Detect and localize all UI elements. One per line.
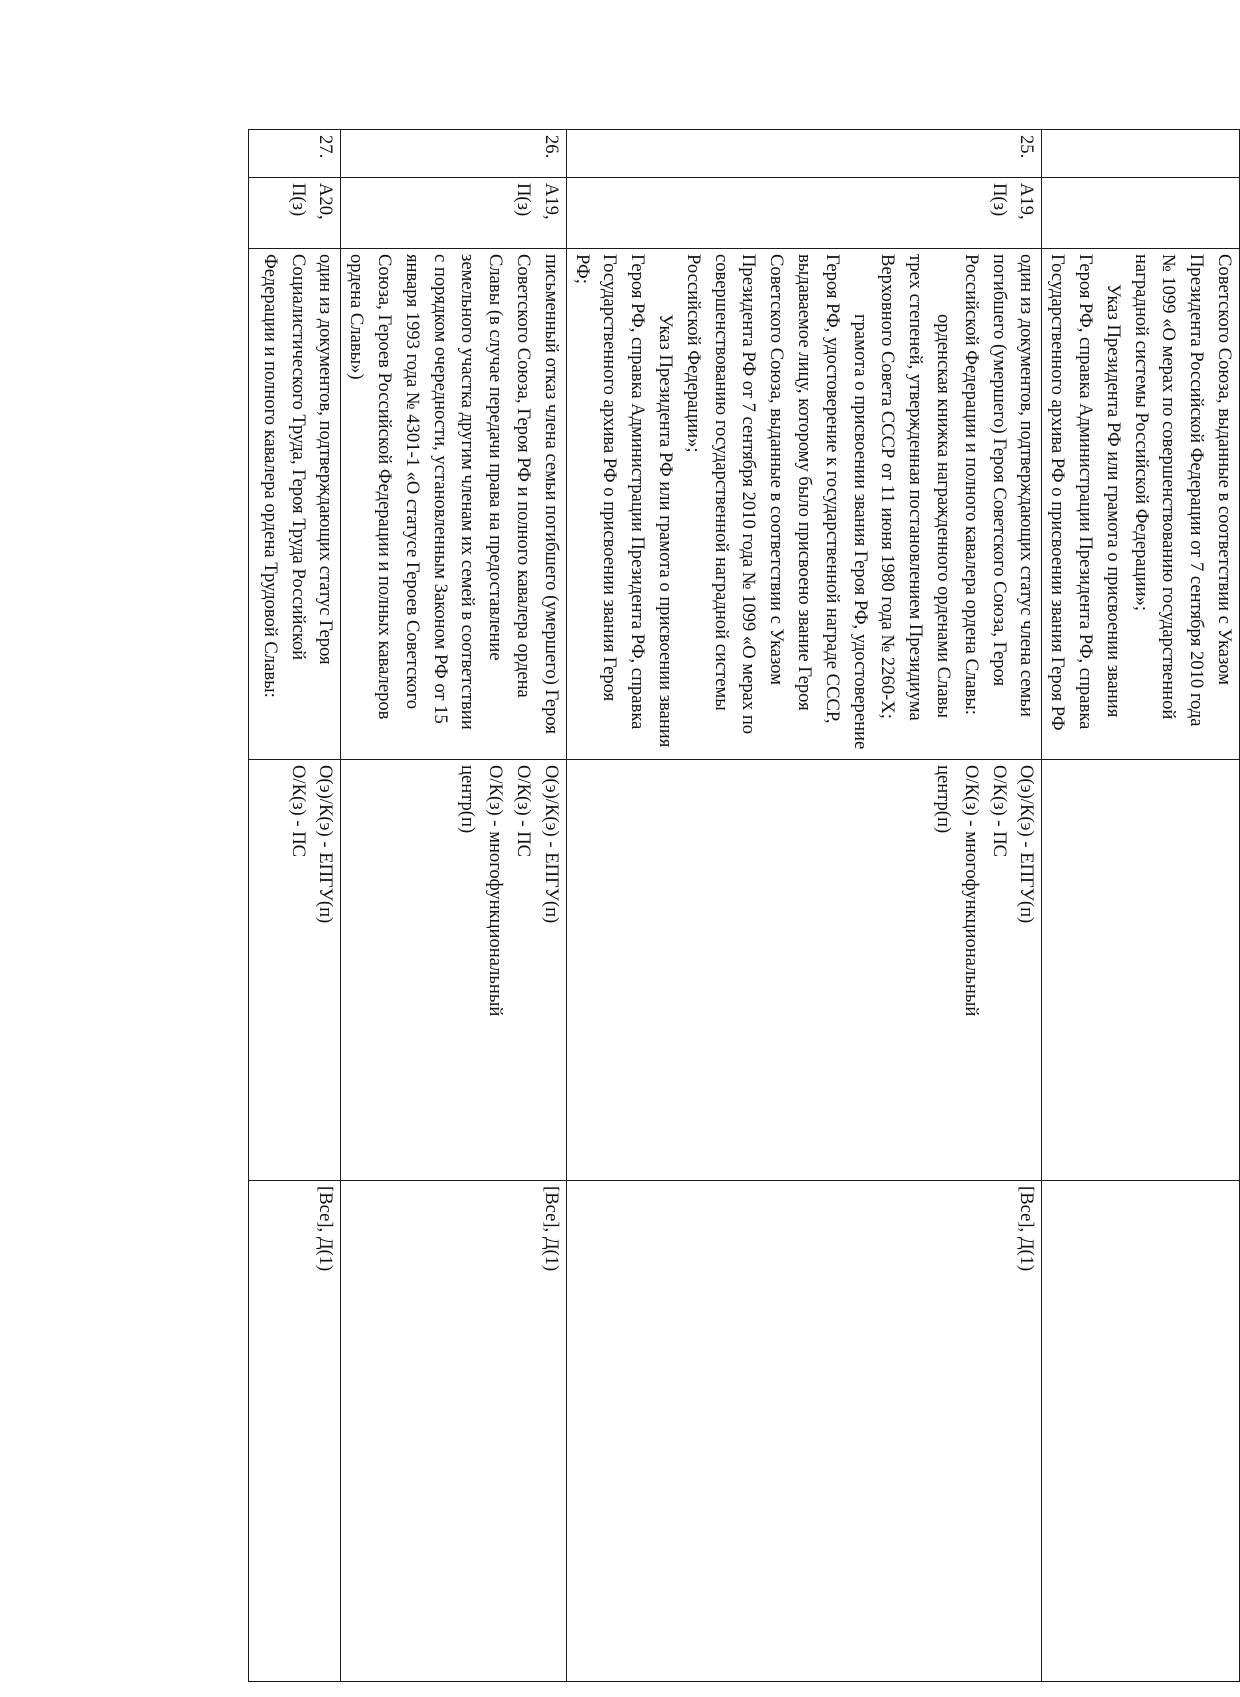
channel-line: О/К(з) - ПС bbox=[988, 765, 1010, 858]
text-line: Верховного Совета СССР от 11 июня 1980 года № 2260-Х; bbox=[877, 254, 899, 719]
text-line: января 1993 года № 4301-1 «О статусе Героев Советского bbox=[401, 254, 423, 710]
text-line: один из документов, подтверждающих статус члена семьи bbox=[1016, 254, 1038, 717]
submission-channels-cell bbox=[566, 760, 1042, 1181]
text-line: грамота о присвоении звания Героя РФ, удостоверение bbox=[849, 314, 871, 750]
text-line: ордена Славы») bbox=[346, 254, 368, 380]
code-line: П(з) bbox=[513, 183, 535, 217]
table-row bbox=[249, 130, 341, 1682]
table-row bbox=[1042, 130, 1240, 1682]
text-line: Президента Российской Федерации от 7 сентября 2010 года bbox=[1186, 254, 1208, 727]
applicant-category-cell: [Все], Д(1) bbox=[566, 1181, 1042, 1682]
row-number-cell bbox=[1042, 130, 1240, 178]
row-number-cell: 25. bbox=[566, 130, 1042, 178]
documents-table bbox=[249, 129, 1240, 1682]
text-line: выдаваемое лицу, которому было присвоено звание Героя bbox=[794, 254, 816, 711]
document-description-cell bbox=[249, 249, 341, 760]
text-line: земельного участка другим членам их семей в соответствии bbox=[457, 254, 479, 730]
channel-line: О/К(з) - ПС bbox=[513, 765, 535, 858]
code-line: П(з) bbox=[988, 183, 1010, 217]
channel-line: О(э)/К(э) - ЕПГУ(п) bbox=[540, 765, 562, 924]
text-line: письменный отказ члена семьи погибшего (умершего) Героя bbox=[540, 254, 562, 734]
text-line: Советского Союза, Героя РФ и полного кавалера ордена bbox=[513, 254, 535, 698]
text-line: наградной системы Российской Федерации»; bbox=[1130, 254, 1152, 611]
text-line: погибшего (умершего) Героя Советского Союза, Героя bbox=[988, 254, 1010, 687]
applicant-category-cell: [Все], Д(1) bbox=[249, 1181, 341, 1682]
text-line: Президента РФ от 7 сентября 2010 года № 1099 «О мерах по bbox=[738, 254, 760, 735]
text-line: Советского Союза, выданные в соответствии с Указом bbox=[1214, 254, 1235, 686]
channel-line: О/К(з) - ПС bbox=[287, 765, 309, 858]
code-line: А20, bbox=[315, 183, 337, 220]
text-line: Славы (в случае передачи права на предоставление bbox=[485, 254, 507, 661]
text-line: Героя РФ, удостоверение к государственной награде СССР, bbox=[821, 254, 843, 724]
text-line: с порядком очередности, установленным Законом РФ от 15 bbox=[429, 254, 451, 724]
document-description-cell bbox=[341, 249, 566, 760]
table-row bbox=[341, 130, 566, 1682]
channel-line: центр(п) bbox=[457, 765, 479, 834]
submission-channels-cell bbox=[249, 760, 341, 1181]
text-line: Героя РФ, справка Администрации Президента РФ, справка bbox=[627, 254, 649, 730]
channel-line: О(э)/К(э) - ЕПГУ(п) bbox=[315, 765, 337, 924]
text-line: Социалистического Труда, Героя Труда Российской bbox=[287, 254, 309, 661]
text-line: Государственного архива РФ о присвоении звания Героя РФ bbox=[1047, 254, 1069, 731]
text-line: Российской Федерации»; bbox=[682, 254, 704, 453]
table-row bbox=[566, 130, 1042, 1682]
channel-line: О/К(з) - многофункциональный bbox=[960, 765, 982, 1017]
row-code-cell bbox=[249, 178, 341, 249]
applicant-category-cell: [Все], Д(1) bbox=[341, 1181, 566, 1682]
code-line: А19, bbox=[540, 183, 562, 220]
channel-line: центр(п) bbox=[933, 765, 955, 834]
applicant-category-cell bbox=[1042, 1181, 1240, 1682]
channel-line: О/К(з) - многофункциональный bbox=[485, 765, 507, 1017]
text-line: РФ; bbox=[571, 254, 593, 284]
row-number-cell: 26. bbox=[341, 130, 566, 178]
row-code-cell bbox=[1042, 178, 1240, 249]
text-line: один из документов, подтверждающих статус Героя bbox=[315, 254, 337, 665]
text-line: Государственного архива РФ о присвоении звания Героя bbox=[599, 254, 621, 702]
text-line: Российской Федерации и полного кавалера ордена Славы: bbox=[960, 254, 982, 715]
text-line: совершенствованию государственной наградной системы bbox=[710, 254, 732, 711]
text-line: № 1099 «О мерах по совершенствованию государственной bbox=[1158, 254, 1180, 720]
code-line: П(з) bbox=[287, 183, 309, 217]
document-description-cell bbox=[566, 249, 1042, 760]
text-line: Героя РФ, справка Администрации Президента РФ, справка bbox=[1075, 254, 1097, 730]
text-line: Союза, Героев Российской Федерации и полных кавалеров bbox=[374, 254, 396, 720]
text-line: трех степеней, утвержденная постановлением Президиума bbox=[905, 254, 927, 721]
code-line: А19, bbox=[1016, 183, 1038, 220]
text-line: Указ Президента РФ или грамота о присвоении звания bbox=[1102, 284, 1124, 718]
row-number-cell: 27. bbox=[249, 130, 341, 178]
text-line: Советского Союза, выданные в соответствии с Указом bbox=[766, 254, 788, 686]
row-code-cell bbox=[566, 178, 1042, 249]
text-line: Федерации и полного кавалера ордена Трудовой Славы: bbox=[259, 254, 281, 698]
rotated-page bbox=[230, 129, 1240, 1626]
channel-line: О(э)/К(э) - ЕПГУ(п) bbox=[1016, 765, 1038, 924]
submission-channels-cell bbox=[341, 760, 566, 1181]
submission-channels-cell bbox=[1042, 760, 1240, 1181]
document-description-cell bbox=[1042, 249, 1240, 760]
text-line: Указ Президента РФ или грамота о присвоении звания bbox=[655, 314, 677, 748]
row-code-cell bbox=[341, 178, 566, 249]
text-line: орденская книжка награжденного орденами Славы bbox=[933, 314, 955, 718]
